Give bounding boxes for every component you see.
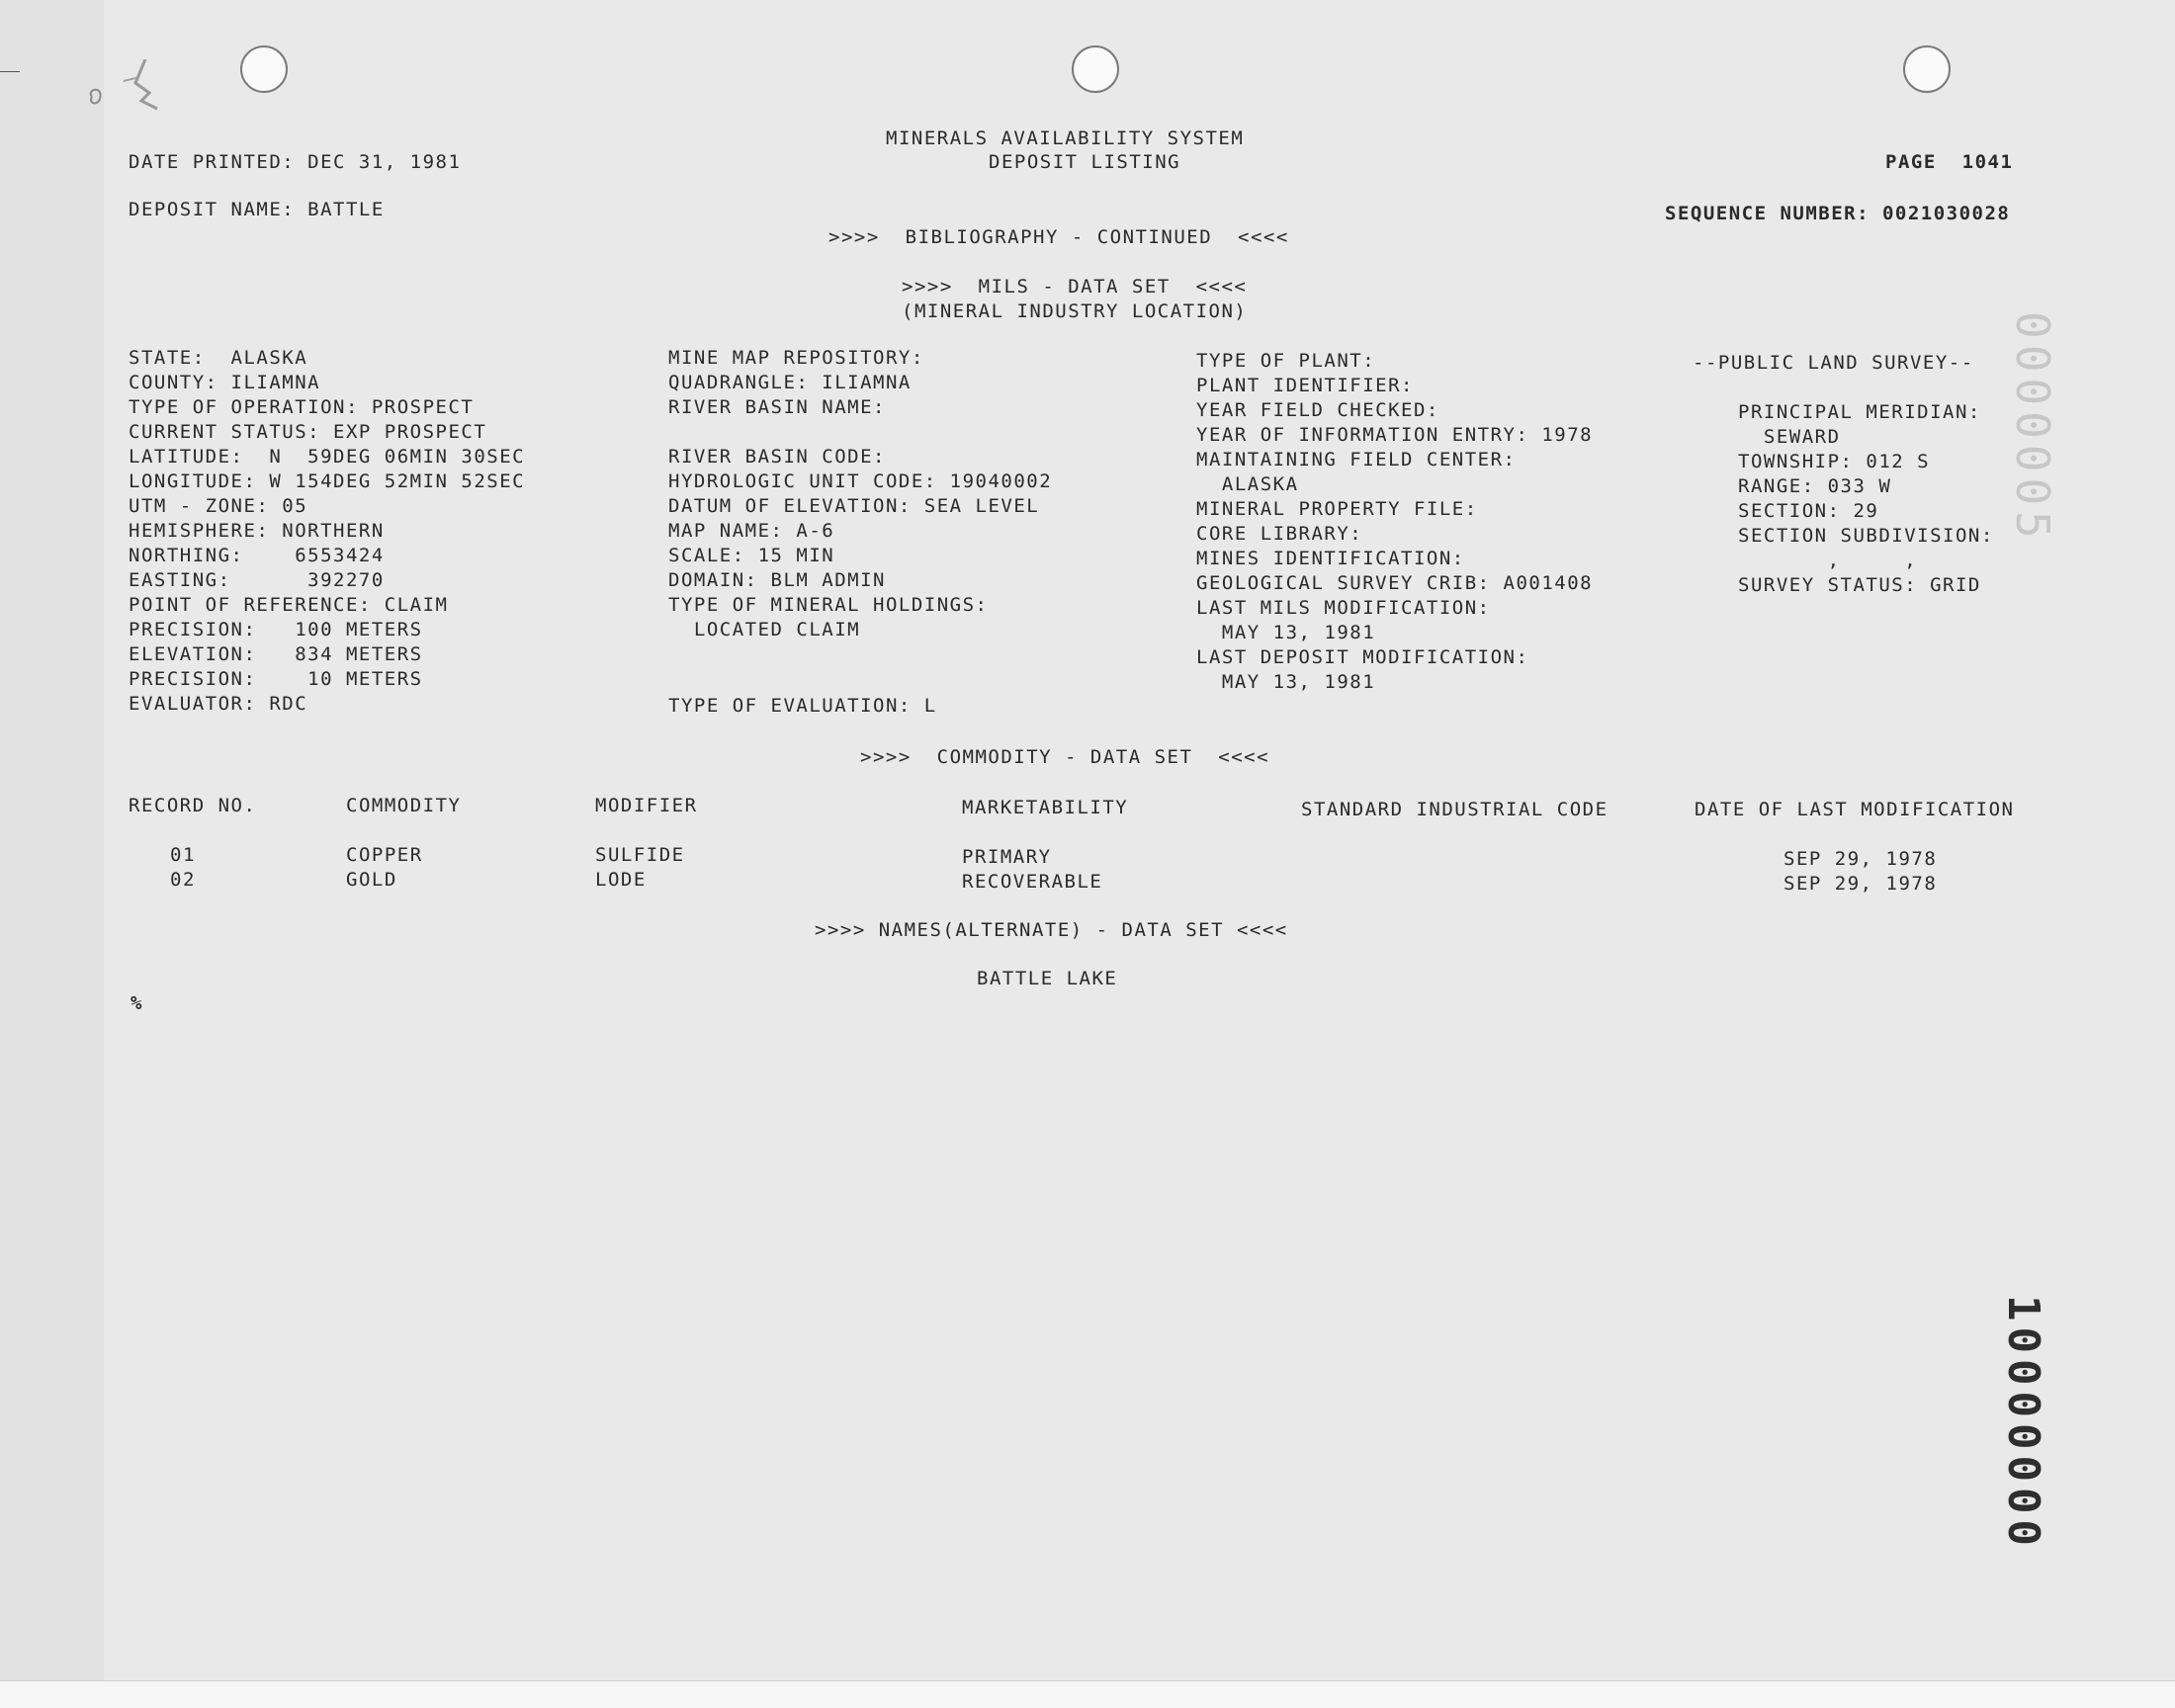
field-domain: DOMAIN: BLM ADMIN	[668, 569, 886, 591]
field-section: SECTION: 29	[1738, 500, 1879, 522]
system-title: MINERALS AVAILABILITY SYSTEM	[886, 128, 1245, 149]
field-precision-elevation: PRECISION: 10 METERS	[129, 668, 423, 690]
field-section-subdivision-value: , ,	[1738, 550, 1918, 571]
binder-hole-center	[1072, 45, 1119, 93]
page-number: PAGE 1041	[1885, 151, 2014, 173]
column-header-commodity: COMMODITY	[346, 795, 462, 816]
field-mines-identification: MINES IDENTIFICATION:	[1196, 548, 1465, 569]
side-stamp-faint: 0000005	[2006, 311, 2059, 545]
corner-mark	[0, 71, 20, 72]
listing-title: DEPOSIT LISTING	[989, 151, 1181, 173]
field-longitude: LONGITUDE: W 154DEG 52MIN 52SEC	[129, 470, 526, 492]
column-header-date-of-last-modification: DATE OF LAST MODIFICATION	[1695, 799, 2015, 820]
mils-subheading: (MINERAL INDUSTRY LOCATION)	[902, 300, 1248, 322]
field-core-library: CORE LIBRARY:	[1196, 523, 1363, 545]
field-meridian-value: SEWARD	[1738, 426, 1841, 448]
field-evaluator: EVALUATOR: RDC	[129, 693, 308, 715]
field-datum-of-elevation: DATUM OF ELEVATION: SEA LEVEL	[668, 495, 1040, 517]
field-current-status: CURRENT STATUS: EXP PROSPECT	[129, 421, 487, 443]
cell-modifier: SULFIDE	[595, 844, 685, 866]
field-geological-survey-crib: GEOLOGICAL SURVEY CRIB: A001408	[1196, 572, 1594, 594]
field-northing: NORTHING: 6553424	[129, 545, 385, 566]
field-mine-map-repository: MINE MAP REPOSITORY:	[668, 347, 924, 369]
field-mineral-property-file: MINERAL PROPERTY FILE:	[1196, 498, 1478, 520]
field-type-of-plant: TYPE OF PLANT:	[1196, 350, 1376, 372]
side-stamp-number: 10000000	[1998, 1295, 2048, 1552]
field-utm-zone: UTM - ZONE: 05	[129, 495, 308, 517]
field-hydrologic-unit-code: HYDROLOGIC UNIT CODE: 19040002	[668, 470, 1053, 492]
date-printed: DATE PRINTED: DEC 31, 1981	[129, 151, 462, 173]
field-easting: EASTING: 392270	[129, 569, 385, 591]
field-last-mils-modification-date: MAY 13, 1981	[1196, 622, 1376, 643]
binder-hole-left	[240, 45, 288, 93]
handwritten-mark-icon	[84, 59, 173, 128]
field-last-mils-modification: LAST MILS MODIFICATION:	[1196, 597, 1491, 619]
scan-bottom-edge	[0, 1680, 2175, 1708]
field-mineral-holdings-value: LOCATED CLAIM	[668, 619, 861, 640]
cell-record-no: 02	[170, 869, 196, 891]
field-county: COUNTY: ILIAMNA	[129, 372, 321, 393]
cell-record-no: 01	[170, 844, 196, 866]
mils-heading: >>>> MILS - DATA SET <<<<	[902, 276, 1248, 298]
deposit-name: DEPOSIT NAME: BATTLE	[129, 199, 385, 220]
field-plant-identifier: PLANT IDENTIFIER:	[1196, 375, 1414, 396]
field-latitude: LATITUDE: N 59DEG 06MIN 30SEC	[129, 446, 526, 468]
sequence-number: SEQUENCE NUMBER: 0021030028	[1665, 203, 2011, 224]
cell-marketability: PRIMARY	[962, 846, 1052, 868]
field-year-field-checked: YEAR FIELD CHECKED:	[1196, 399, 1439, 421]
cell-date-of-last-modification: SEP 29, 1978	[1784, 873, 1938, 895]
cell-marketability: RECOVERABLE	[962, 871, 1103, 893]
field-last-deposit-modification-date: MAY 13, 1981	[1196, 671, 1376, 693]
commodity-heading: >>>> COMMODITY - DATA SET <<<<	[860, 746, 1270, 768]
field-maintaining-field-center: MAINTAINING FIELD CENTER:	[1196, 449, 1517, 470]
field-range: RANGE: 033 W	[1738, 475, 1892, 497]
field-year-of-information-entry: YEAR OF INFORMATION ENTRY: 1978	[1196, 424, 1594, 446]
field-point-of-reference: POINT OF REFERENCE: CLAIM	[129, 594, 449, 616]
field-section-subdivision: SECTION SUBDIVISION:	[1738, 525, 1994, 547]
field-type-of-mineral-holdings: TYPE OF MINERAL HOLDINGS:	[668, 594, 989, 616]
cell-commodity: COPPER	[346, 844, 423, 866]
field-river-basin-name: RIVER BASIN NAME:	[668, 396, 886, 418]
column-header-modifier: MODIFIER	[595, 795, 698, 816]
end-of-record-mark: %	[130, 992, 143, 1014]
field-hemisphere: HEMISPHERE: NORTHERN	[129, 520, 385, 542]
names-heading: >>>> NAMES(ALTERNATE) - DATA SET <<<<	[815, 919, 1288, 941]
cell-modifier: LODE	[595, 869, 647, 891]
column-header-record-no: RECORD NO.	[129, 795, 257, 816]
field-precision-location: PRECISION: 100 METERS	[129, 619, 423, 640]
column-header-standard-industrial-code: STANDARD INDUSTRIAL CODE	[1301, 799, 1609, 820]
field-type-of-evaluation: TYPE OF EVALUATION: L	[668, 695, 937, 717]
field-state: STATE: ALASKA	[129, 347, 308, 369]
field-principal-meridian: PRINCIPAL MERIDIAN:	[1738, 401, 1981, 423]
scan-left-strip	[0, 0, 104, 1680]
bibliography-heading: >>>> BIBLIOGRAPHY - CONTINUED <<<<	[828, 226, 1289, 248]
alternate-name: BATTLE LAKE	[977, 968, 1118, 989]
field-township: TOWNSHIP: 012 S	[1738, 451, 1931, 472]
field-last-deposit-modification: LAST DEPOSIT MODIFICATION:	[1196, 646, 1529, 668]
column-header-marketability: MARKETABILITY	[962, 797, 1129, 818]
field-river-basin-code: RIVER BASIN CODE:	[668, 446, 886, 468]
field-quadrangle: QUADRANGLE: ILIAMNA	[668, 372, 912, 393]
field-map-name: MAP NAME: A-6	[668, 520, 835, 542]
cell-commodity: GOLD	[346, 869, 397, 891]
binder-hole-right	[1903, 45, 1951, 93]
field-elevation: ELEVATION: 834 METERS	[129, 643, 423, 665]
field-type-of-operation: TYPE OF OPERATION: PROSPECT	[129, 396, 475, 418]
field-field-center-value: ALASKA	[1196, 473, 1299, 495]
field-survey-status: SURVEY STATUS: GRID	[1738, 574, 1981, 596]
field-scale: SCALE: 15 MIN	[668, 545, 835, 566]
land-survey-title: --PUBLIC LAND SURVEY--	[1693, 352, 1974, 374]
cell-date-of-last-modification: SEP 29, 1978	[1784, 848, 1938, 870]
